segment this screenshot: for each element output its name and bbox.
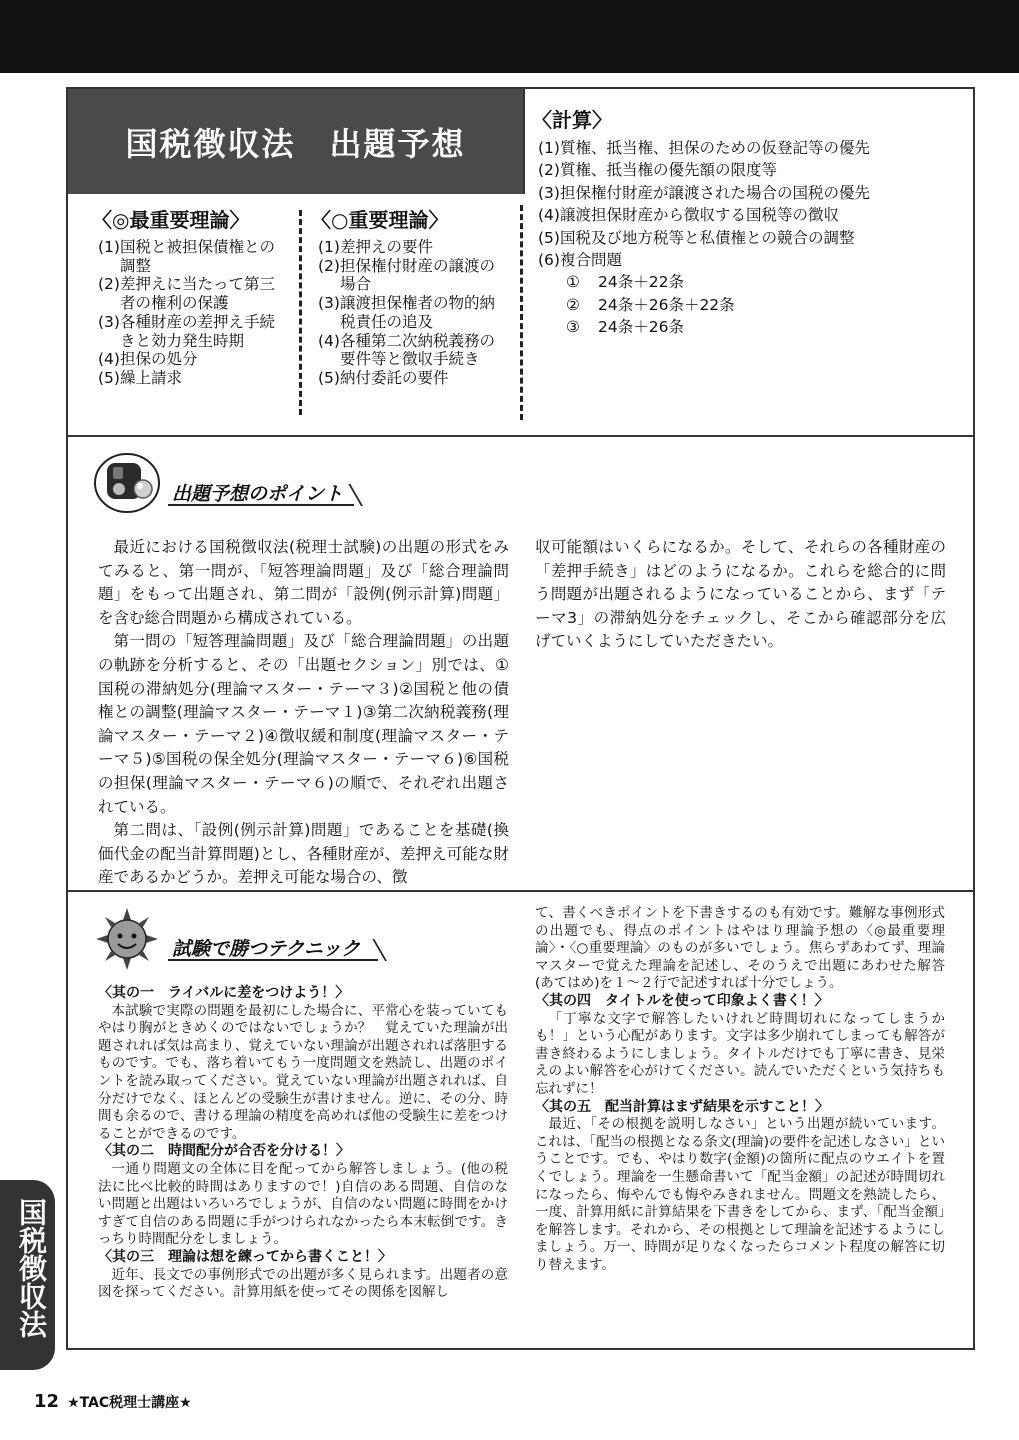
paragraph: 最近における国税徴収法(税理士試験)の出題の形式をみてみると、第一問が、「短答理論問題」及び「総合理論問題」をもって出題され、第二問が「設例(例示計算)問題」を含む総合問題から構成されている。 xyxy=(98,538,509,627)
item-number: (3) xyxy=(318,294,340,313)
list-item xyxy=(318,238,510,257)
list-item: (4)譲渡担保財産から徴収する国税等の徴収 xyxy=(538,206,839,225)
item-number: (5) xyxy=(318,368,340,387)
technique-heading: 〈其の一 ライバルに差をつけよう！〉 xyxy=(98,985,350,1001)
item-number: (1) xyxy=(98,238,120,256)
list-item: (1)質権、抵当権、担保のための仮登記等の優先 xyxy=(538,139,870,157)
item-text: 差押えに当たって第三者の権利の保護 xyxy=(119,275,275,313)
paragraph: て、書くべきポイントを下書きするのも有効です。難解な事例形式の出題でも、得点のポイントはやはり理論予想の〈◎最重要理論〉・〈○重要理論〉のものが多いでしょう。焦らずあわてず、理論マスターで覚えた理論を記述し、そのうえで出題にあわせた解答(あてはめ)を１～２行で記述すれば十分でしょう。 xyxy=(535,905,945,992)
points-section-title: 出題予想のポイント xyxy=(172,483,344,505)
item-text: 繰上請求 xyxy=(119,368,182,387)
sub-item-text: 24条＋26条 xyxy=(598,318,684,337)
list-item xyxy=(98,369,290,388)
most-important-list xyxy=(98,238,290,388)
paragraph: 一通り問題文の全体に目を配ってから解答しましょう。(他の税法に比べ比較的時間はありますので！)自信のある問題、自信のない問題と出題はいろいろでしょうが、自信のない問題に時間をかけすぎて自信のある問題に手がつけられなかったら本末転倒です。きっちり時間配分をしましょう。 xyxy=(98,1160,508,1248)
paragraph: 最近、「その根拠を説明しなさい」という出題が続いています。これは、「配当の根拠となる条文(理論)の要件を記述しなさい」ということです。でも、やはり数字(金額)の箇所に配点のウエイトを置くでしょう。理論を一生懸命書いて「配当金額」の記述が時間切れになったら、悔やんでも悔やみきれません。問題文を熟読したら、一度、計算用紙に計算結果を下書きをしてから、まず、「配当金額」を解答します。それから、その根拠として理論を記述するようにしましょう。万一、時間が足りなくなったらコメント程度の解答に切り替えます。 xyxy=(535,1116,945,1273)
list-item: (6)複合問題 xyxy=(538,251,622,270)
calculation-heading: 〈計算〉 xyxy=(532,108,612,132)
calculation-list xyxy=(538,137,870,339)
technique-heading: 〈其の二 時間配分が合否を分ける！〉 xyxy=(98,1143,350,1160)
smiling-sun-icon xyxy=(94,906,160,972)
paragraph: 近年、長文での事例形式での出題が多く見られます。出題者の意図を探ってください。計算用紙を使ってその関係を図解し xyxy=(98,1266,508,1301)
item-text: 各種財産の差押え手続きと効力発生時期 xyxy=(119,312,275,350)
section-divider-2 xyxy=(66,890,975,892)
sub-item-mark: ② xyxy=(566,295,580,314)
sub-item xyxy=(538,271,870,293)
side-tab-label: 国税徴収法 xyxy=(15,1198,48,1338)
paragraph: 「丁寧な文字で解答したいけれど時間切れになってしまうかも！」という心配があります。文字は多少崩れてしまっても解答が書き終わるようにしましょう。タイトルだけでも丁寧に書き、見栄えのよい解答を心がけてください。読んでいただくという気持ちも忘れずに！ xyxy=(535,1010,945,1097)
sub-item-text: 24条＋22条 xyxy=(598,273,684,292)
list-item xyxy=(318,332,510,369)
item-text: 各種第二次納税義務の要件等と徴収手続き xyxy=(339,331,495,369)
paragraph: 収可能額はいくらになるか。そして、それらの各種財産の「差押手続き」はどのようになるか。これらを総合的に問う問題が出題されるようになっていることから、まず「テーマ3」の滞納処分をチェックし、そこから確認部分を広げていくようにしていただきたい。 xyxy=(535,538,946,651)
dashed-separator-2 xyxy=(520,205,523,420)
important-heading: 〈○重要理論〉 xyxy=(311,208,449,232)
page-number: 12 xyxy=(34,1391,60,1412)
side-tab xyxy=(0,1180,55,1370)
item-number: (2) xyxy=(98,275,120,294)
list-item: (3)担保権付財産が譲渡された場合の国税の優先 xyxy=(538,183,870,202)
technique-heading: 〈其の五 配当計算はまず結果を示すこと！〉 xyxy=(535,1098,829,1115)
item-text: 差押えの要件 xyxy=(339,238,433,256)
list-item xyxy=(318,294,510,331)
brand-label: ★TAC税理士講座★ xyxy=(67,1395,192,1411)
points-column-2 xyxy=(535,536,946,654)
technique-column-2 xyxy=(535,905,945,1274)
item-text: 担保権付財産の譲渡の場合 xyxy=(339,256,495,294)
item-text: 譲渡担保権者の物的納税責任の追及 xyxy=(339,294,495,331)
sub-item xyxy=(538,316,870,338)
list-item xyxy=(98,350,290,369)
dashed-separator-1 xyxy=(299,210,302,415)
title-banner xyxy=(68,89,523,194)
item-text: 国税と被担保債権との調整 xyxy=(119,238,275,275)
paragraph: 第二問は、「設例(例示計算)問題」であることを基礎(換価代金の配当計算問題)とし、各種財産が、差押え可能な財産であるかどうか。差押え可能な場合の、徴 xyxy=(98,821,509,887)
item-number: (5) xyxy=(98,368,120,387)
sub-item-mark: ③ xyxy=(566,318,580,337)
list-item xyxy=(98,313,290,350)
technique-section-title: 試験で勝つテクニック xyxy=(172,938,361,960)
points-column-1 xyxy=(98,536,509,890)
item-text: 納付委託の要件 xyxy=(339,368,449,387)
list-item: (5)国税及び地方税等と私債権との競合の調整 xyxy=(538,228,855,247)
camera-ball-icon xyxy=(93,451,165,515)
item-number: (2) xyxy=(318,256,340,275)
list-item xyxy=(98,275,290,312)
list-item xyxy=(318,369,510,388)
item-number: (4) xyxy=(318,331,340,350)
sub-item-mark: ① xyxy=(566,273,580,292)
important-list xyxy=(318,238,510,388)
technique-heading: 〈其の四 タイトルを使って印象よく書く！〉 xyxy=(535,992,829,1009)
page-footer xyxy=(34,1391,192,1412)
section-divider-1 xyxy=(66,435,975,437)
technique-column-1 xyxy=(98,985,508,1302)
most-important-heading: 〈◎最重要理論〉 xyxy=(92,208,250,232)
paragraph: 本試験で実際の問題を最初にした場合に、平常心を装っていてもやはり胸がときめくのではないでしょうか？ 覚えていた理論が出題されれば気は高まり、覚えていない理論が出題されれば落胆するものです。でも、落ち着いてもう一度問題文を熟読し、出題のポイントを読み取ってください。覚えていない理論が出題されれば、自分だけでなく、ほとんどの受験生が書けません。逆に、その分、時間も余るので、書ける理論の精度を高めれば他の受験生に差をつけることができるのです。 xyxy=(98,1002,508,1142)
technique-heading: 〈其の三 理論は想を練ってから書くこと！〉 xyxy=(98,1248,392,1265)
title-right-border xyxy=(523,89,525,194)
sub-item xyxy=(538,294,870,316)
item-number: (4) xyxy=(98,350,120,369)
top-black-bar xyxy=(0,0,1019,73)
list-item: (2)質権、抵当権の優先額の限度等 xyxy=(538,161,777,180)
page-title: 国税徴収法 出題予想 xyxy=(125,124,466,163)
item-number: (1) xyxy=(318,238,340,256)
list-item xyxy=(98,238,290,275)
sub-item-text: 24条＋26条＋22条 xyxy=(598,295,735,314)
list-item xyxy=(318,257,510,294)
item-number: (3) xyxy=(98,312,120,331)
paragraph: 第一問の「短答理論問題」及び「総合理論問題」の出題の軌跡を分析すると、その「出題セクション」別では、①国税の滞納処分(理論マスター・テーマ３)②国税と他の債権との調整(理論マスター・テーマ１)③第二次納税義務(理論マスター・テーマ２)④徴収緩和制度(理論マスター・テーマ５)⑤国税の保全処分(理論マスター・テーマ６)⑥国税の担保(理論マスター・テーマ６)の順で、それぞれ出題されている。 xyxy=(98,632,509,816)
item-text: 担保の処分 xyxy=(119,350,198,369)
